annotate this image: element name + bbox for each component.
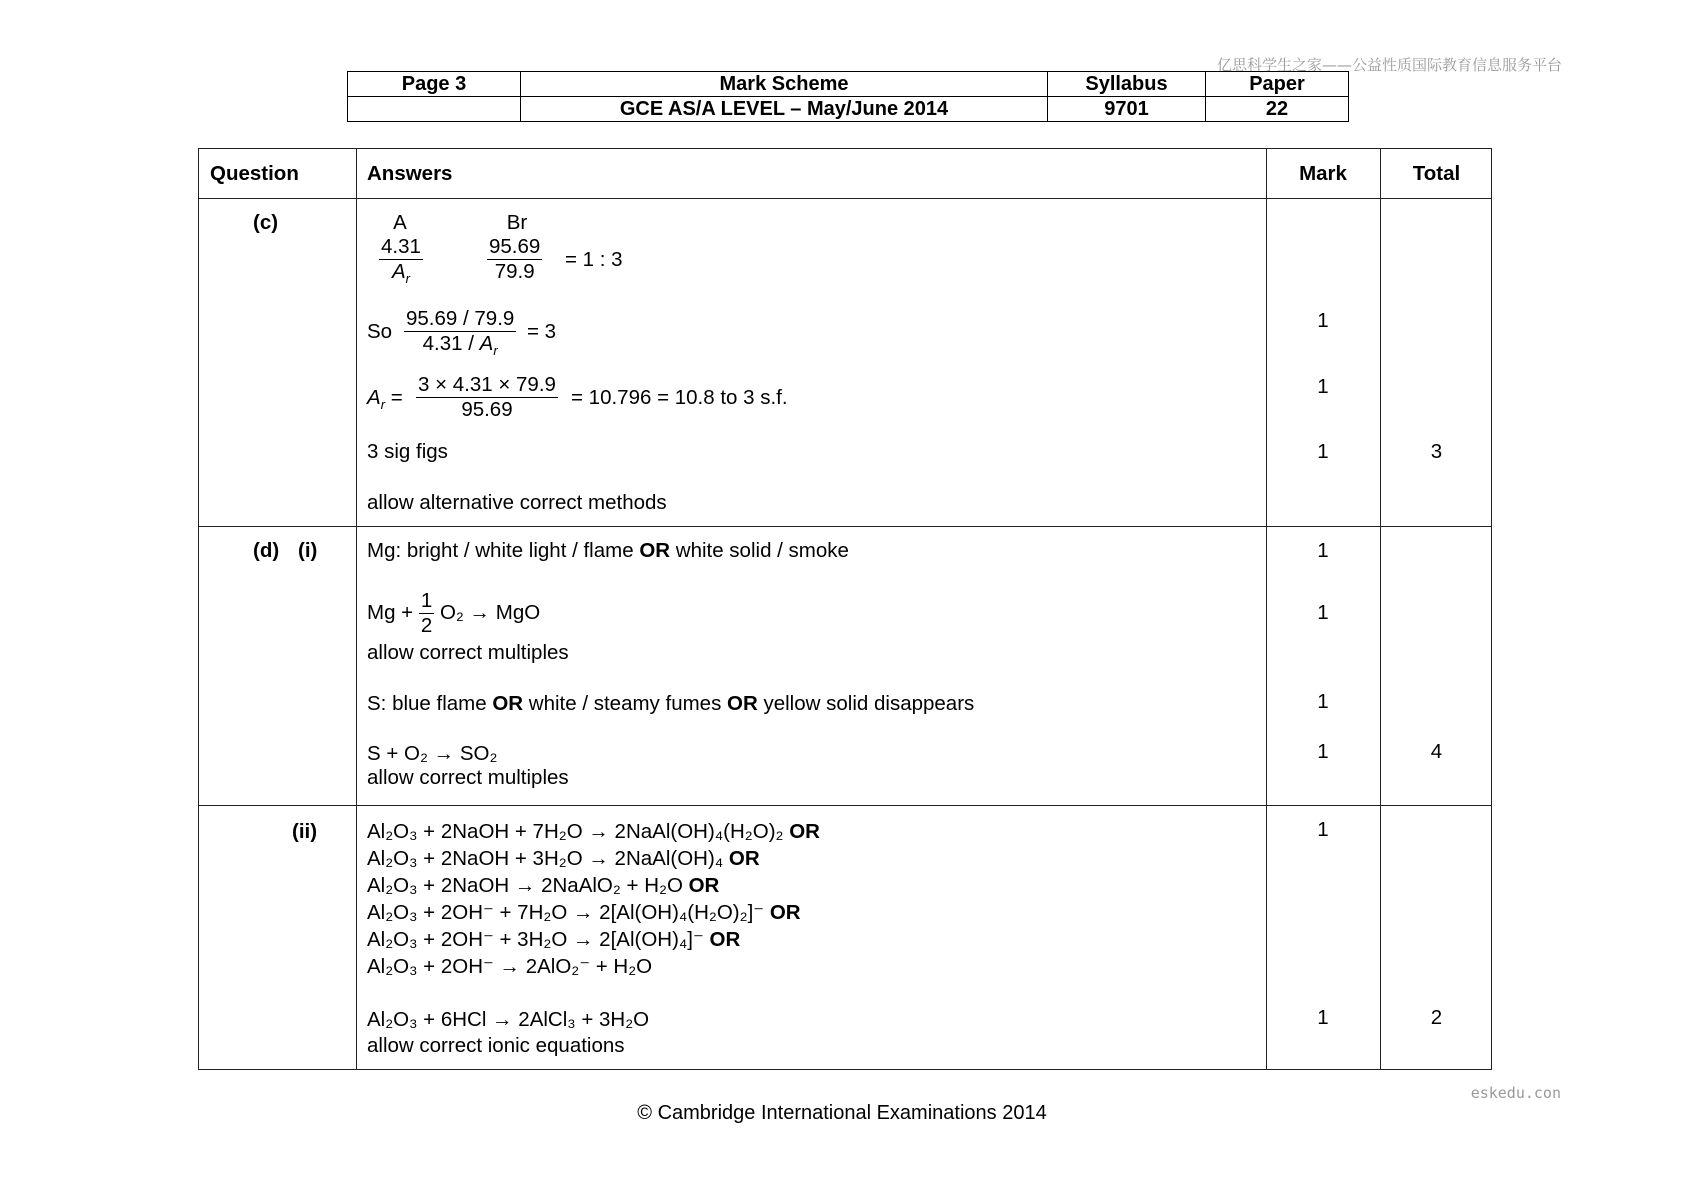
syllabus-value: 9701 <box>1048 97 1206 122</box>
question-d-ii: (ii) <box>292 820 318 843</box>
page-label: Page 3 <box>348 72 521 97</box>
question-c: (c) <box>253 211 279 234</box>
mg-observation: Mg: bright / white light / flame OR white solid / smoke <box>367 539 849 562</box>
equation-6: Al₂O₃ + 2OH⁻ → 2AlO₂⁻ + H₂O <box>367 955 653 978</box>
exam-label: GCE AS/A LEVEL – May/June 2014 <box>521 97 1048 122</box>
s-observation: S: blue flame OR white / steamy fumes OR yellow solid disappears <box>367 692 975 715</box>
mg-equation: Mg + $\frac{1}{2}$ O₂ → MgO <box>367 589 541 637</box>
equation-3: Al₂O₃ + 2NaOH → 2NaAlO₂ + H₂O OR <box>367 874 720 897</box>
equation-1: Al₂O₃ + 2NaOH + 7H₂O → 2NaAl(OH)₄(H₂O)₂ OR <box>367 820 820 843</box>
total-value: 4 <box>1430 740 1443 763</box>
mark-value: 1 <box>1317 1006 1329 1029</box>
header-table <box>347 71 1349 122</box>
allow-ionic-text: allow correct ionic equations <box>367 1034 625 1057</box>
allow-alternative-text: allow alternative correct methods <box>367 491 667 514</box>
mark-value: 1 <box>1317 601 1329 624</box>
col-br-label: Br <box>506 211 528 234</box>
sig-figs-text: 3 sig figs <box>367 440 448 463</box>
mark-value: 1 <box>1317 539 1329 562</box>
allow-multiples-text: allow correct multiples <box>367 641 569 664</box>
watermark-top: 亿思科学生之家——公益性质国际教育信息服务平台 <box>1216 56 1562 74</box>
equation-2: Al₂O₃ + 2NaOH + 3H₂O → 2NaAl(OH)₄ OR <box>367 847 760 870</box>
equation-4: Al₂O₃ + 2OH⁻ + 7H₂O → 2[Al(OH)₄(H₂O)₂]⁻ OR <box>367 901 801 924</box>
mark-value: 1 <box>1317 740 1329 763</box>
so-result: = 3 <box>527 320 557 343</box>
total-value: 2 <box>1430 1006 1443 1029</box>
allow-multiples-text: allow correct multiples <box>367 766 569 789</box>
column-header-mark: Mark <box>1299 162 1347 185</box>
watermark-bottom: eskedu.con <box>1470 1084 1561 1102</box>
mark-value: 1 <box>1317 309 1329 332</box>
header-empty-cell <box>348 97 521 122</box>
ar-fraction: $\frac{3 \times 4.31 \times 79.9}{95.69}$ <box>418 373 556 421</box>
mark-value: 1 <box>1317 690 1329 713</box>
ratio-result: = 1 : 3 <box>565 248 623 271</box>
question-d-i: (i) <box>298 539 318 562</box>
paper-label: Paper <box>1206 72 1349 97</box>
mark-value: 1 <box>1317 375 1329 398</box>
paper-value: 22 <box>1206 97 1349 122</box>
syllabus-label: Syllabus <box>1048 72 1206 97</box>
equation-5: Al₂O₃ + 2OH⁻ + 3H₂O → 2[Al(OH)₄]⁻ OR <box>367 928 741 951</box>
mark-scheme-table <box>198 148 1492 1070</box>
fraction-br: $\frac{95.69}{79.9}$ <box>489 235 541 283</box>
question-d: (d) <box>253 539 280 562</box>
column-header-answers: Answers <box>367 162 453 185</box>
fraction-a: $\frac{4.31}{A_r}$ <box>381 235 421 287</box>
col-a-label: A <box>393 211 407 234</box>
ar-label: $A_r$ = <box>367 386 403 413</box>
mark-value: 1 <box>1317 818 1329 841</box>
ar-result: = 10.796 = 10.8 to 3 s.f. <box>571 386 788 409</box>
total-value: 3 <box>1430 440 1443 463</box>
mark-scheme-label: Mark Scheme <box>521 72 1048 97</box>
so-label: So <box>367 320 393 343</box>
s-equation: S + O₂ → SO₂ <box>367 742 498 765</box>
equation-hcl: Al₂O₃ + 6HCl → 2AlCl₃ + 3H₂O <box>367 1008 650 1031</box>
column-header-total: Total <box>1412 162 1461 185</box>
footer-copyright: © Cambridge International Examinations 2014 <box>637 1102 1047 1124</box>
column-header-question: Question <box>210 162 299 185</box>
so-fraction: $\frac{95.69 / 79.9}{4.31 / A_r}$ <box>406 307 515 359</box>
mark-value: 1 <box>1317 440 1329 463</box>
